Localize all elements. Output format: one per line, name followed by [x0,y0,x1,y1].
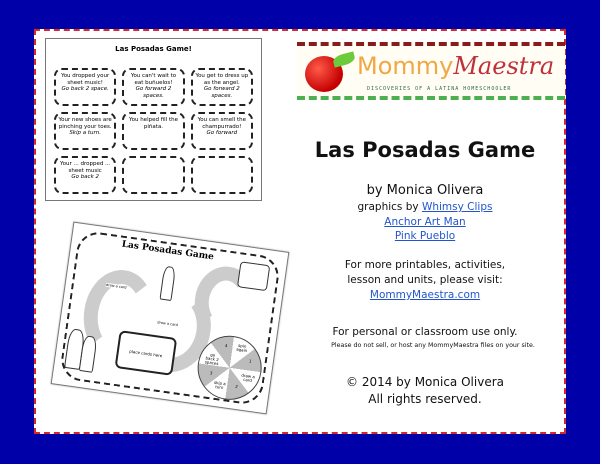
game-card [191,112,253,150]
copyright-line2: All rights reserved. [368,392,482,406]
game-board-preview [51,222,290,415]
page-title: Las Posadas Game [314,138,536,162]
card-action: Skip a turn. [69,130,102,136]
game-card [122,68,184,106]
card-sheet-title: Las Posadas Game! [115,45,192,53]
game-card [191,156,253,194]
game-card [54,156,116,194]
card-text: You get to dress up as the angel. [195,73,249,86]
game-card [54,112,116,150]
board-space-label: draw a card [157,320,179,328]
logo-brand [357,52,554,80]
graphics-credit [290,201,560,213]
card-grid [54,68,253,194]
board-title: Las Posadas Game [121,239,215,263]
apple-icon [305,56,343,92]
graphics-prefix: graphics by [357,201,419,213]
card-text: You helped fill the piñata. [128,117,179,130]
author: by Monica Olivera [366,183,484,198]
logo-brand-part2: Maestra [453,52,555,80]
board-space-label: draw a card [105,282,127,290]
spinner-label: spin again [235,342,248,354]
more-line2: lesson and units, please visit: [347,274,503,286]
card-action: Go back 2 space. [61,86,109,92]
card-text: You can't wait to eat buñuelos! [130,73,177,86]
more-line1: For more printables, activities, [344,259,506,271]
card-text: Your new shoes are pinching your toes. [58,117,112,130]
spinner-label: 1 [248,358,252,364]
card-action: Go back 2 [71,174,100,180]
card-text: You dropped your sheet music! [61,73,110,86]
spinner-label: skip a turn [213,379,227,391]
mommy-maestra-logo [297,42,565,100]
card-sheet-preview [45,38,262,201]
anchor-art-man-link[interactable]: Anchor Art Man [384,216,466,228]
graphics-credit-3 [290,230,560,242]
game-card [122,156,184,194]
card-sheet-instructions [54,56,253,64]
mommymaestra-link[interactable]: MommyMaestra.com [369,289,481,301]
whimsy-clips-link[interactable]: Whimsy Clips [421,201,493,213]
spinner-label: go back 2 spaces [204,351,220,367]
card-text: You can smell the champurrado! [197,117,246,130]
spinner-label: draw a card [241,372,256,384]
pink-pueblo-link[interactable]: Pink Pueblo [394,230,456,242]
usage-line2: Please do not sell, or host any MommyMaestra files on your site. [331,342,535,349]
spinner-label: 4 [224,342,228,349]
logo-tagline: DISCOVERIES OF A LATINA HOMESCHOOLER [367,86,512,92]
spinner-label: 3 [209,370,213,376]
card-action: Go forward 2 spaces. [203,86,240,99]
more-link-wrap [290,289,560,301]
card-text: Your ... dropped ... sheet music [59,161,111,174]
game-card [122,112,184,150]
house-figure [237,261,270,291]
game-card [191,68,253,106]
card-action: Go forward 2 spaces. [135,86,172,99]
place-cards-area: place cards here [115,330,178,376]
card-action: Go forward [206,130,238,136]
game-card [54,68,116,106]
logo-brand-part1: Mommy [357,52,454,80]
usage-line1: For personal or classroom use only. [332,326,518,338]
graphics-credit-2 [290,216,560,228]
copyright-line1: © 2014 by Monica Olivera [346,375,504,389]
spinner-label: 2 [235,383,239,390]
